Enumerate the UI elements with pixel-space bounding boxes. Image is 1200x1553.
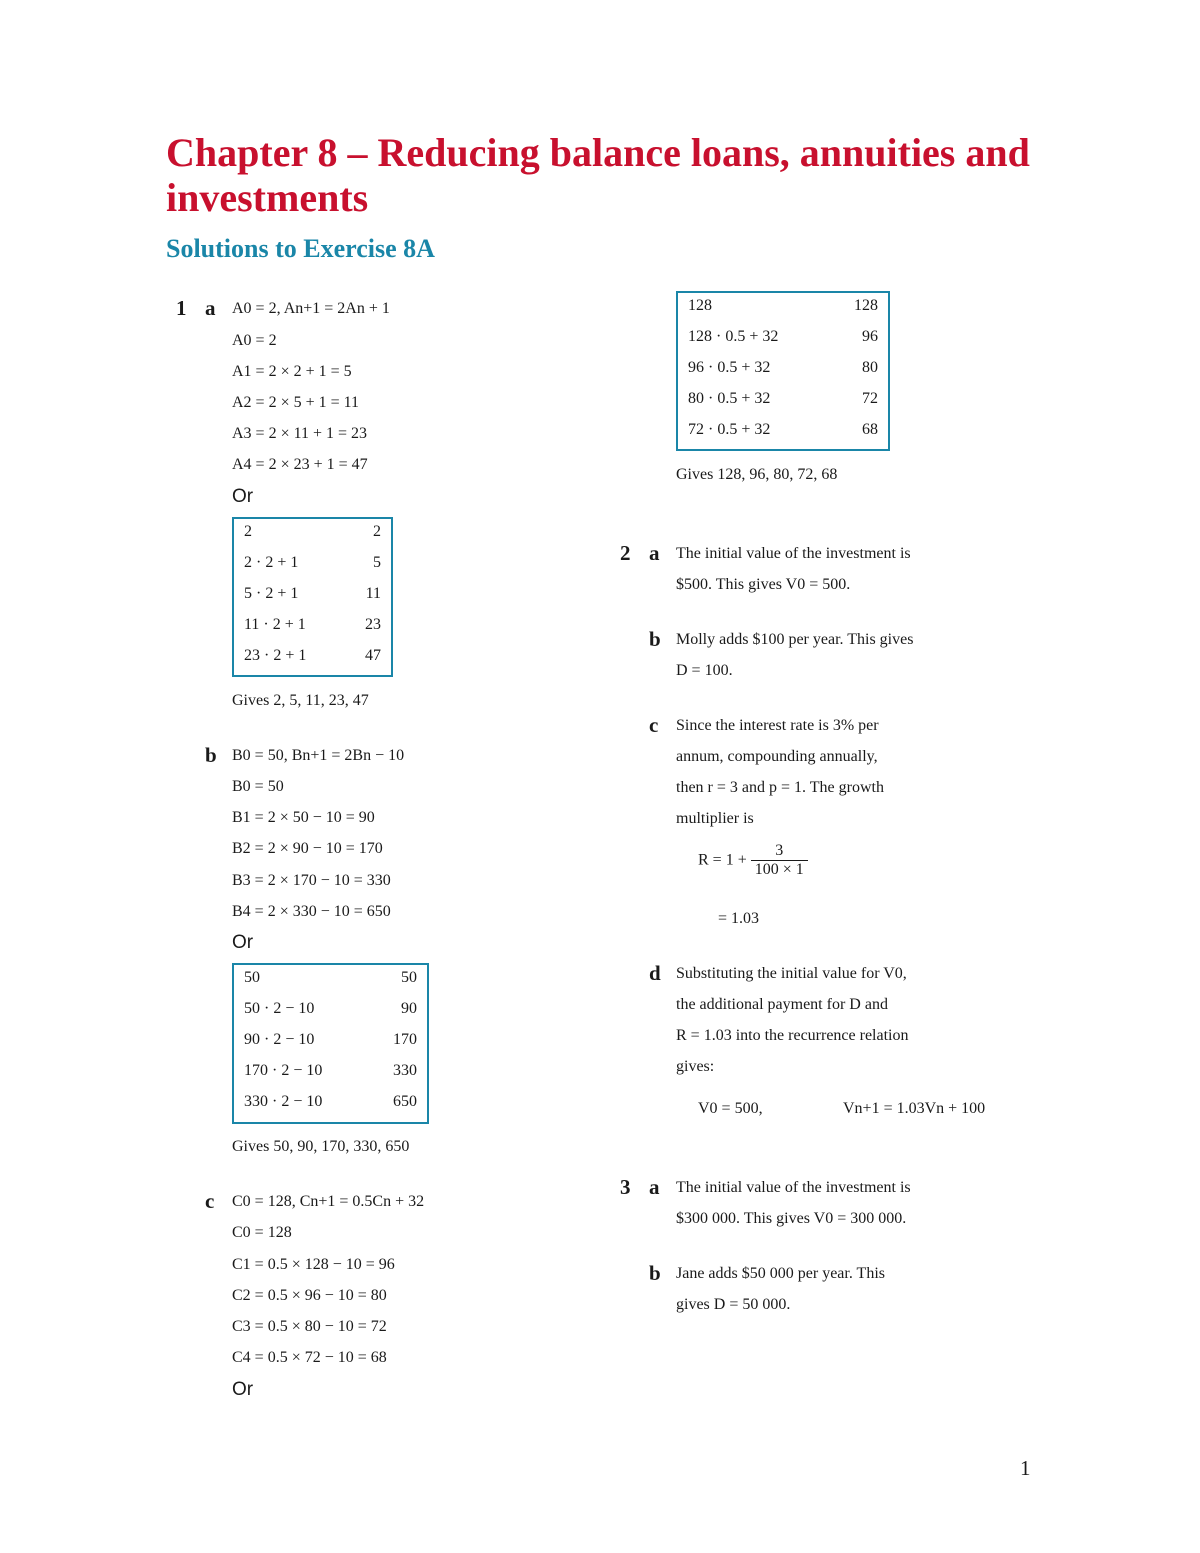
- table-cell-value: 72: [862, 390, 878, 407]
- table-cell-expression: 128: [688, 297, 712, 314]
- table-row: [688, 295, 878, 326]
- table-cell-expression: 2 · 2 + 1: [244, 554, 299, 571]
- part-label: b: [649, 627, 661, 651]
- table-row: [244, 998, 417, 1029]
- answer-line: annum, compounding annually,: [676, 748, 878, 765]
- answer-line: $300 000. This gives V0 = 300 000.: [676, 1210, 907, 1227]
- definition-line: C0 = 128, Cn+1 = 0.5Cn + 32: [232, 1193, 425, 1210]
- table-row: [244, 583, 381, 614]
- part-label: b: [205, 743, 217, 767]
- definition-line: A0 = 2, An+1 = 2An + 1: [232, 300, 390, 317]
- step-line: B2 = 2 × 90 − 10 = 170: [232, 840, 383, 857]
- table-cell-value: 23: [365, 616, 381, 633]
- part-label: a: [205, 296, 216, 320]
- or-label: Or: [232, 932, 254, 953]
- chapter-title: Chapter 8 – Reducing balance loans, annuities and investments: [166, 130, 1030, 220]
- table-cell-expression: 96 · 0.5 + 32: [688, 359, 771, 376]
- fraction-denominator: 100 × 1: [754, 861, 804, 878]
- fraction-numerator: 3: [751, 842, 808, 861]
- table-cell-expression: 11 · 2 + 1: [244, 616, 306, 633]
- table-row: [244, 521, 381, 552]
- part-label: b: [649, 1261, 661, 1285]
- table-cell-expression: 23 · 2 + 1: [244, 647, 307, 664]
- answer-line: The initial value of the investment is: [676, 545, 911, 562]
- calc-table: [232, 963, 429, 1124]
- step-line: A4 = 2 × 23 + 1 = 47: [232, 456, 368, 473]
- table-cell-value: 170: [393, 1031, 417, 1048]
- gives-line: Gives 2, 5, 11, 23, 47: [232, 692, 369, 709]
- formula-result: = 1.03: [718, 910, 760, 927]
- answer-line: Substituting the initial value for V0,: [676, 965, 907, 982]
- answer-line: $500. This gives V0 = 500.: [676, 576, 851, 593]
- part-label: d: [649, 961, 661, 985]
- gives-line: Gives 50, 90, 170, 330, 650: [232, 1138, 410, 1155]
- table-row: [244, 1029, 417, 1060]
- table-cell-value: 128: [854, 297, 878, 314]
- or-label: Or: [232, 486, 254, 507]
- calc-table: [676, 291, 890, 451]
- step-line: B0 = 50: [232, 778, 284, 795]
- answer-line: then r = 3 and p = 1. The growth: [676, 779, 884, 796]
- table-row: [688, 326, 878, 357]
- answer-line: gives D = 50 000.: [676, 1296, 791, 1313]
- table-cell-expression: 50 · 2 − 10: [244, 1000, 315, 1017]
- table-cell-expression: 72 · 0.5 + 32: [688, 421, 771, 438]
- fraction: [751, 842, 808, 879]
- table-cell-value: 330: [393, 1062, 417, 1079]
- answer-line: R = 1.03 into the recurrence relation: [676, 1027, 909, 1044]
- table-row: [244, 1060, 417, 1091]
- step-line: C4 = 0.5 × 72 − 10 = 68: [232, 1349, 387, 1366]
- step-line: A2 = 2 × 5 + 1 = 11: [232, 394, 360, 411]
- table-row: [244, 552, 381, 583]
- answer-line: D = 100.: [676, 662, 733, 679]
- formula-lhs: R = 1 +: [698, 851, 747, 869]
- table-cell-expression: 80 · 0.5 + 32: [688, 390, 771, 407]
- recurrence-initial: V0 = 500,: [698, 1100, 763, 1117]
- question-number: 1: [176, 296, 187, 320]
- or-label: Or: [232, 1379, 254, 1400]
- answer-line: the additional payment for D and: [676, 996, 888, 1013]
- table-cell-value: 5: [373, 554, 381, 571]
- table-cell-expression: 2: [244, 523, 252, 540]
- table-cell-expression: 330 · 2 − 10: [244, 1093, 323, 1110]
- question-number: 2: [620, 541, 631, 565]
- table-row: [244, 1091, 417, 1122]
- step-line: A0 = 2: [232, 332, 277, 349]
- definition-line: B0 = 50, Bn+1 = 2Bn − 10: [232, 747, 405, 764]
- answer-line: Molly adds $100 per year. This gives: [676, 631, 914, 648]
- table-cell-expression: 128 · 0.5 + 32: [688, 328, 779, 345]
- table-row: [688, 388, 878, 419]
- table-cell-value: 2: [373, 523, 381, 540]
- table-row: [688, 357, 878, 388]
- part-label: a: [649, 541, 660, 565]
- step-line: A3 = 2 × 11 + 1 = 23: [232, 425, 368, 442]
- table-cell-expression: 5 · 2 + 1: [244, 585, 299, 602]
- answer-line: The initial value of the investment is: [676, 1179, 911, 1196]
- table-cell-value: 80: [862, 359, 878, 376]
- table-row: [244, 614, 381, 645]
- table-cell-value: 68: [862, 421, 878, 438]
- table-row: [688, 419, 878, 450]
- table-row: [244, 967, 417, 998]
- step-line: C1 = 0.5 × 128 − 10 = 96: [232, 1256, 395, 1273]
- part-label: a: [649, 1175, 660, 1199]
- question-number: 3: [620, 1175, 631, 1199]
- answer-line: gives:: [676, 1058, 715, 1075]
- step-line: C0 = 128: [232, 1224, 292, 1241]
- page-number: 1: [1020, 1456, 1031, 1480]
- recurrence-relation: Vn+1 = 1.03Vn + 100: [843, 1100, 986, 1117]
- table-cell-value: 96: [862, 328, 878, 345]
- section-title: Solutions to Exercise 8A: [166, 234, 435, 263]
- table-cell-expression: 50: [244, 969, 260, 986]
- step-line: C3 = 0.5 × 80 − 10 = 72: [232, 1318, 387, 1335]
- table-cell-value: 650: [393, 1093, 417, 1110]
- step-line: B4 = 2 × 330 − 10 = 650: [232, 903, 391, 920]
- table-cell-expression: 90 · 2 − 10: [244, 1031, 315, 1048]
- table-cell-value: 11: [365, 585, 381, 602]
- gives-line: Gives 128, 96, 80, 72, 68: [676, 466, 838, 483]
- table-row: [244, 645, 381, 676]
- calc-table: [232, 517, 393, 677]
- step-line: C2 = 0.5 × 96 − 10 = 80: [232, 1287, 387, 1304]
- part-label: c: [205, 1189, 215, 1213]
- answer-line: Since the interest rate is 3% per: [676, 717, 879, 734]
- table-cell-value: 47: [365, 647, 381, 664]
- table-cell-value: 90: [401, 1000, 417, 1017]
- step-line: A1 = 2 × 2 + 1 = 5: [232, 363, 352, 380]
- step-line: B3 = 2 × 170 − 10 = 330: [232, 872, 391, 889]
- growth-multiplier-formula: [698, 842, 808, 879]
- part-label: c: [649, 713, 659, 737]
- answer-line: Jane adds $50 000 per year. This: [676, 1265, 885, 1282]
- table-cell-value: 50: [401, 969, 417, 986]
- step-line: B1 = 2 × 50 − 10 = 90: [232, 809, 375, 826]
- table-cell-expression: 170 · 2 − 10: [244, 1062, 323, 1079]
- answer-line: multiplier is: [676, 810, 754, 827]
